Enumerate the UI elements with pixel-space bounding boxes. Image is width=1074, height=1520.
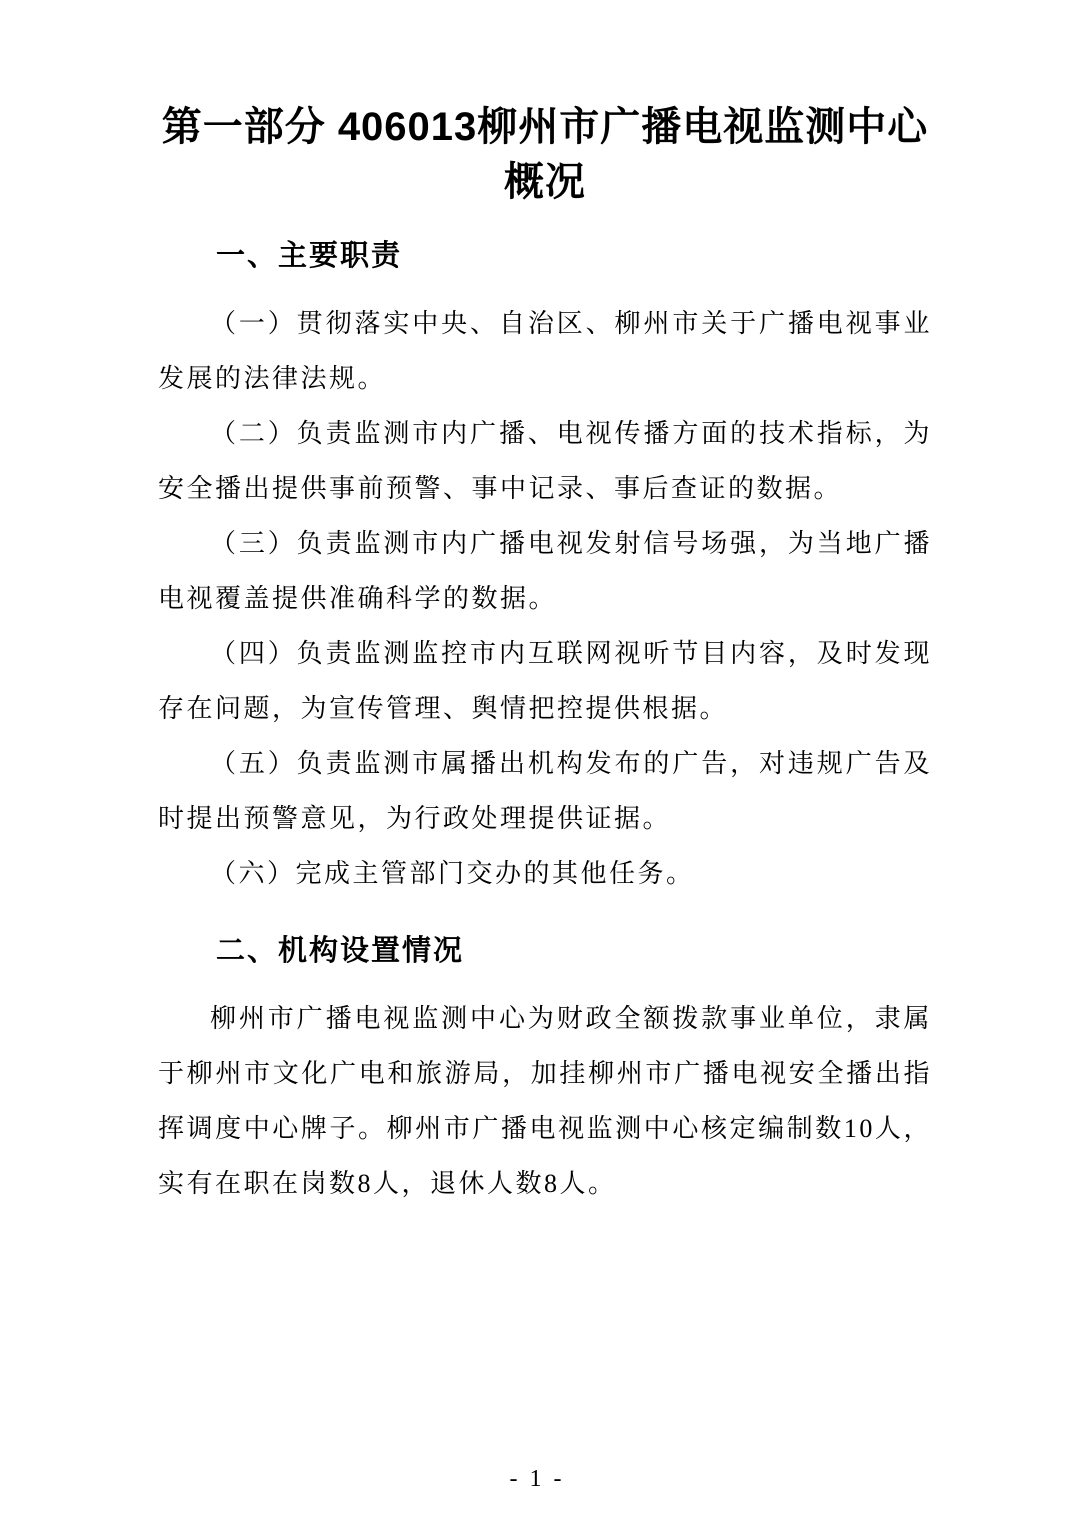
page-number: - 1 -	[509, 1466, 565, 1492]
section-organization-setup	[158, 931, 932, 1211]
paragraph-duty-5: （五）负责监测市属播出机构发布的广告，对违规广告及时提出预警意见，为行政处理提供证据。	[158, 749, 932, 833]
section-main-duties	[158, 236, 932, 901]
paragraph-duty-2: （二）负责监测市内广播、电视传播方面的技术指标，为安全播出提供事前预警、事中记录、事后查证的数据。	[158, 419, 932, 503]
paragraph-duty-4: （四）负责监测监控市内互联网视听节目内容，及时发现存在问题，为宣传管理、舆情把控提供根据。	[158, 639, 932, 723]
section-heading-organization-setup: 二、机构设置情况	[216, 935, 465, 967]
paragraph-duty-6: （六）完成主管部门交办的其他任务。	[210, 859, 695, 888]
paragraph-duty-3: （三）负责监测市内广播电视发射信号场强，为当地广播电视覆盖提供准确科学的数据。	[158, 529, 932, 613]
paragraph-duty-1: （一）贯彻落实中央、自治区、柳州市关于广播电视事业发展的法律法规。	[158, 309, 932, 393]
document-title: 第一部分 406013柳州市广播电视监测中心概况	[161, 105, 929, 204]
paragraph-organization-setup: 柳州市广播电视监测中心为财政全额拨款事业单位，隶属于柳州市文化广电和旅游局，加挂柳州市广播电视安全播出指挥调度中心牌子。柳州市广播电视监测中心核定编制数10人，实有在职在岗数8人，退休人数8人。	[158, 1004, 932, 1198]
section-heading-main-duties: 一、主要职责	[216, 240, 403, 272]
